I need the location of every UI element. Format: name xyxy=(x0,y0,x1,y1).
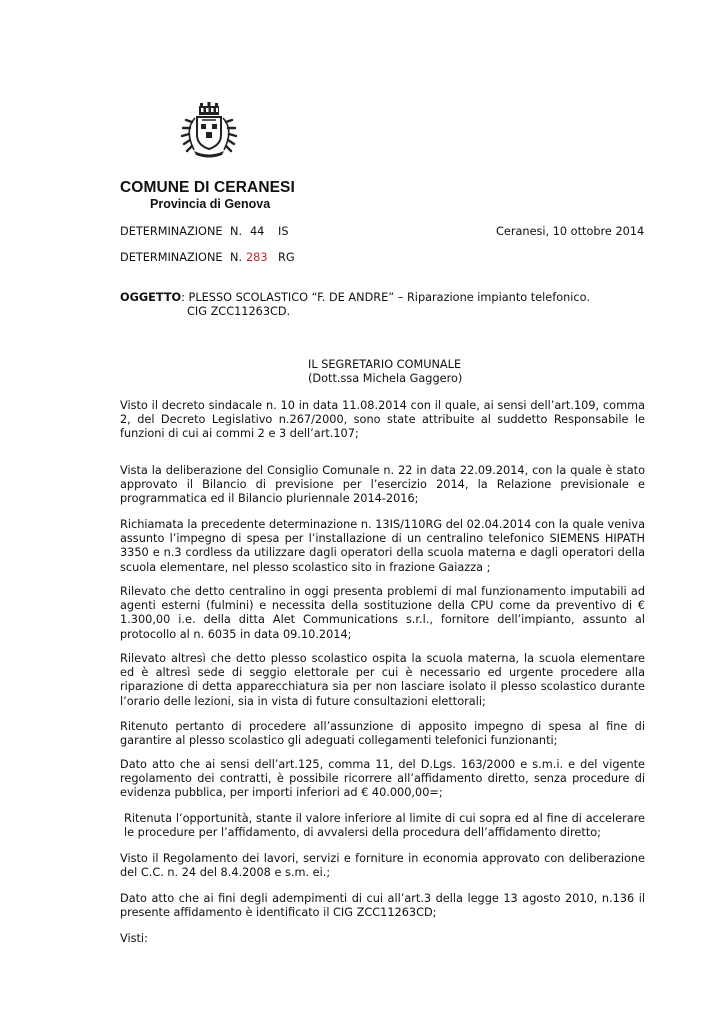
municipal-crest-icon xyxy=(178,102,240,160)
paragraph-impegno-spesa: Ritenuto pertanto di procedere all’assunzione di apposito impegno di spesa al fine di garantire al plesso scolastico gli adeguati collegamenti telefonici funzionanti; xyxy=(120,720,645,748)
oggetto-line xyxy=(120,291,590,304)
paragraph-decreto-sindacale: Visto il decreto sindacale n. 10 in data 11.08.2014 con il quale, ai sensi dell’art.109, comma 2, del Decreto Legislativo n.267/2000, sono state attribuite al suddetto Responsabile le funzioni di cui ai commi 2 e 3 dell’art.107; xyxy=(120,399,645,441)
province-name: Provincia di Genova xyxy=(150,197,271,211)
determinazione-is-label: DETERMINAZIONE xyxy=(120,225,223,238)
paragraph-visti: Visti: xyxy=(120,932,148,945)
oggetto-label: OGGETTO xyxy=(120,291,182,304)
determinazione-rg-number: 283 xyxy=(246,251,268,264)
oggetto-text: : PLESSO SCOLASTICO “F. DE ANDRE” – Riparazione impianto telefonico. xyxy=(181,291,590,304)
segretario-title: IL SEGRETARIO COMUNALE xyxy=(308,358,462,371)
paragraph-centralino: Rilevato che detto centralino in oggi presenta problemi di mal funzionamento imputabili ad agenti esterni (fulmini) e necessita della sostituzione della CPU come da preventivo di € 1.300,00 i.e. della ditta Alet Communications s.r.l., fornitore dell’impianto, assunto al protocollo al n. 6035 in data 09.10.2014; xyxy=(120,585,645,641)
determinazione-is-number: 44 xyxy=(250,225,265,238)
determinazione-is-n: N. xyxy=(230,225,243,238)
paragraph-opportunita: Ritenuta l’opportunità, stante il valore inferiore al limite di cui sopra ed al fine di accelerare le procedure per l’affidamento, di avvalersi della procedura dell’affidamento diretto; xyxy=(124,812,645,840)
determinazione-rg-suffix: RG xyxy=(278,251,295,264)
paragraph-cig: Dato atto che ai fini degli adempimenti di cui all’art.3 della legge 13 agosto 2010, n.136 il presente affidamento è identificato il CIG ZCC11263CD; xyxy=(120,892,645,920)
paragraph-plesso-scolastico: Rilevato altresì che detto plesso scolastico ospita la scuola materna, la scuola elementare ed è altresì sede di seggio elettorale per cui è necessario ed urgente procedere alla riparazione di detta apparecchiatura sia per non lasciare isolato il plesso scolastico durante l’orario delle lezioni, sia in vista di future consultazioni elettorali; xyxy=(120,652,645,708)
place-date: Ceranesi, 10 ottobre 2014 xyxy=(496,225,645,238)
paragraph-bilancio: Vista la deliberazione del Consiglio Comunale n. 22 in data 22.09.2014, con la quale è stato approvato il Bilancio di previsione per l’esercizio 2014, la Relazione previsionale e programmatica ed il Bilancio pluriennale 2014-2016; xyxy=(120,464,645,506)
determinazione-rg-label: DETERMINAZIONE xyxy=(120,251,223,264)
paragraph-regolamento: Visto il Regolamento dei lavori, servizi e forniture in economia approvato con deliberazione del C.C. n. 24 del 8.4.2008 e s.m. ei.; xyxy=(120,852,645,880)
paragraph-affidamento-diretto: Dato atto che ai sensi dell’art.125, comma 11, del D.Lgs. 163/2000 e s.m.i. e del vigente regolamento dei contratti, è possibile ricorrere all’affidamento diretto, senza procedure di evidenza pubblica, per importi inferiori ad € 40.000,00=; xyxy=(120,758,645,800)
segretario-name: (Dott.ssa Michela Gaggero) xyxy=(308,372,463,385)
determinazione-is-suffix: IS xyxy=(278,225,289,238)
oggetto-cig: CIG ZCC11263CD. xyxy=(187,305,291,318)
municipality-name: COMUNE DI CERANESI xyxy=(120,179,295,196)
paragraph-determinazione-precedente: Richiamata la precedente determinazione n. 13IS/110RG del 02.04.2014 con la quale veniva assunto l’impegno di spesa per l’installazione di un centralino telefonico SIEMENS HIPATH 3350 e n.3 cordless da utilizzare dagli operatori della scuola materna e dagli operatori della scuola elementare, nel plesso scolastico sito in frazione Gaiazza ; xyxy=(120,518,645,574)
determinazione-rg-n: N. xyxy=(230,251,243,264)
